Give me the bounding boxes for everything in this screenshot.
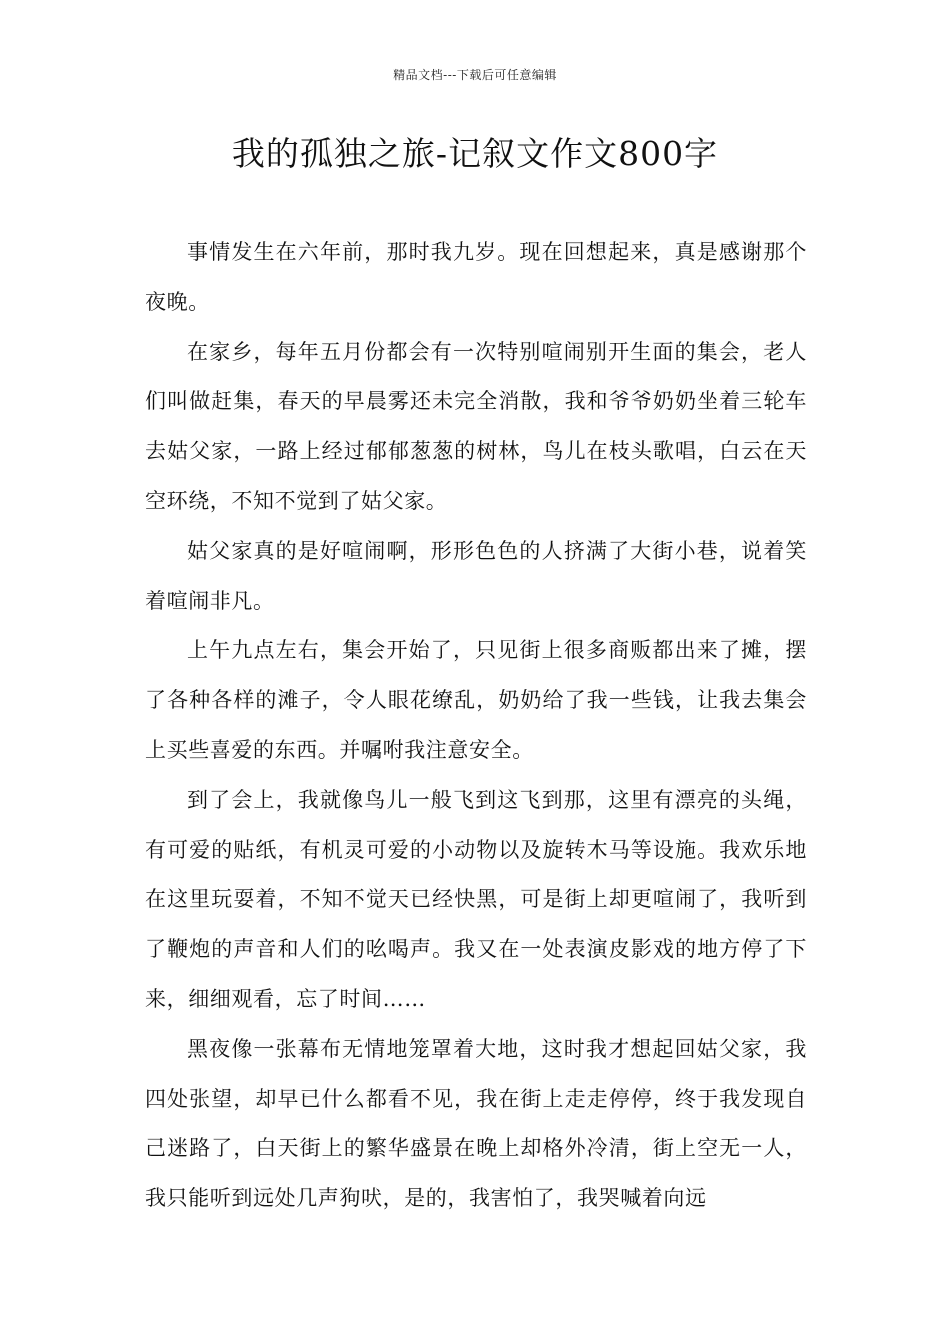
document-title: 我的孤独之旅-记叙文作文800字 bbox=[231, 134, 719, 173]
paragraph: 黑夜像一张幕布无情地笼罩着大地，这时我才想起回姑父家，我四处张望，却早已什么都看不见，我在街上走走停停，终于我发现自己迷路了，白天街上的繁华盛景在晚上却格外冷清，街上空无一人，我只能听到远处几声狗吠，是的，我害怕了，我哭喊着向远 bbox=[145, 1036, 807, 1211]
paragraph: 到了会上，我就像鸟儿一般飞到这飞到那，这里有漂亮的头绳，有可爱的贴纸，有机灵可爱的小动物以及旋转木马等设施。我欢乐地在这里玩耍着，不知不觉天已经快黑，可是街上却更喧闹了，我听到了鞭炮的声音和人们的吆喝声。我又在一处表演皮影戏的地方停了下来，细细观看，忘了时间…… bbox=[145, 787, 807, 1011]
paragraph: 姑父家真的是好喧闹啊，形形色色的人挤满了大街小巷，说着笑着喧闹非凡。 bbox=[145, 538, 807, 613]
paragraph: 上午九点左右，集会开始了，只见街上很多商贩都出来了摊，摆了各种各样的滩子，令人眼花缭乱，奶奶给了我一些钱，让我去集会上买些喜爱的东西。并嘱咐我注意安全。 bbox=[145, 638, 807, 762]
paragraph: 在家乡，每年五月份都会有一次特别喧闹别开生面的集会，老人们叫做赶集，春天的早晨雾还未完全消散，我和爷爷奶奶坐着三轮车去姑父家，一路上经过郁郁葱葱的树林，鸟儿在枝头歌唱，白云在天空环绕，不知不觉到了姑父家。 bbox=[145, 339, 807, 513]
header-note: 精品文档---下载后可任意编辑 bbox=[393, 68, 557, 82]
paragraph: 事情发生在六年前，那时我九岁。现在回想起来，真是感谢那个夜晚。 bbox=[145, 240, 807, 314]
document-body bbox=[145, 228, 807, 1224]
